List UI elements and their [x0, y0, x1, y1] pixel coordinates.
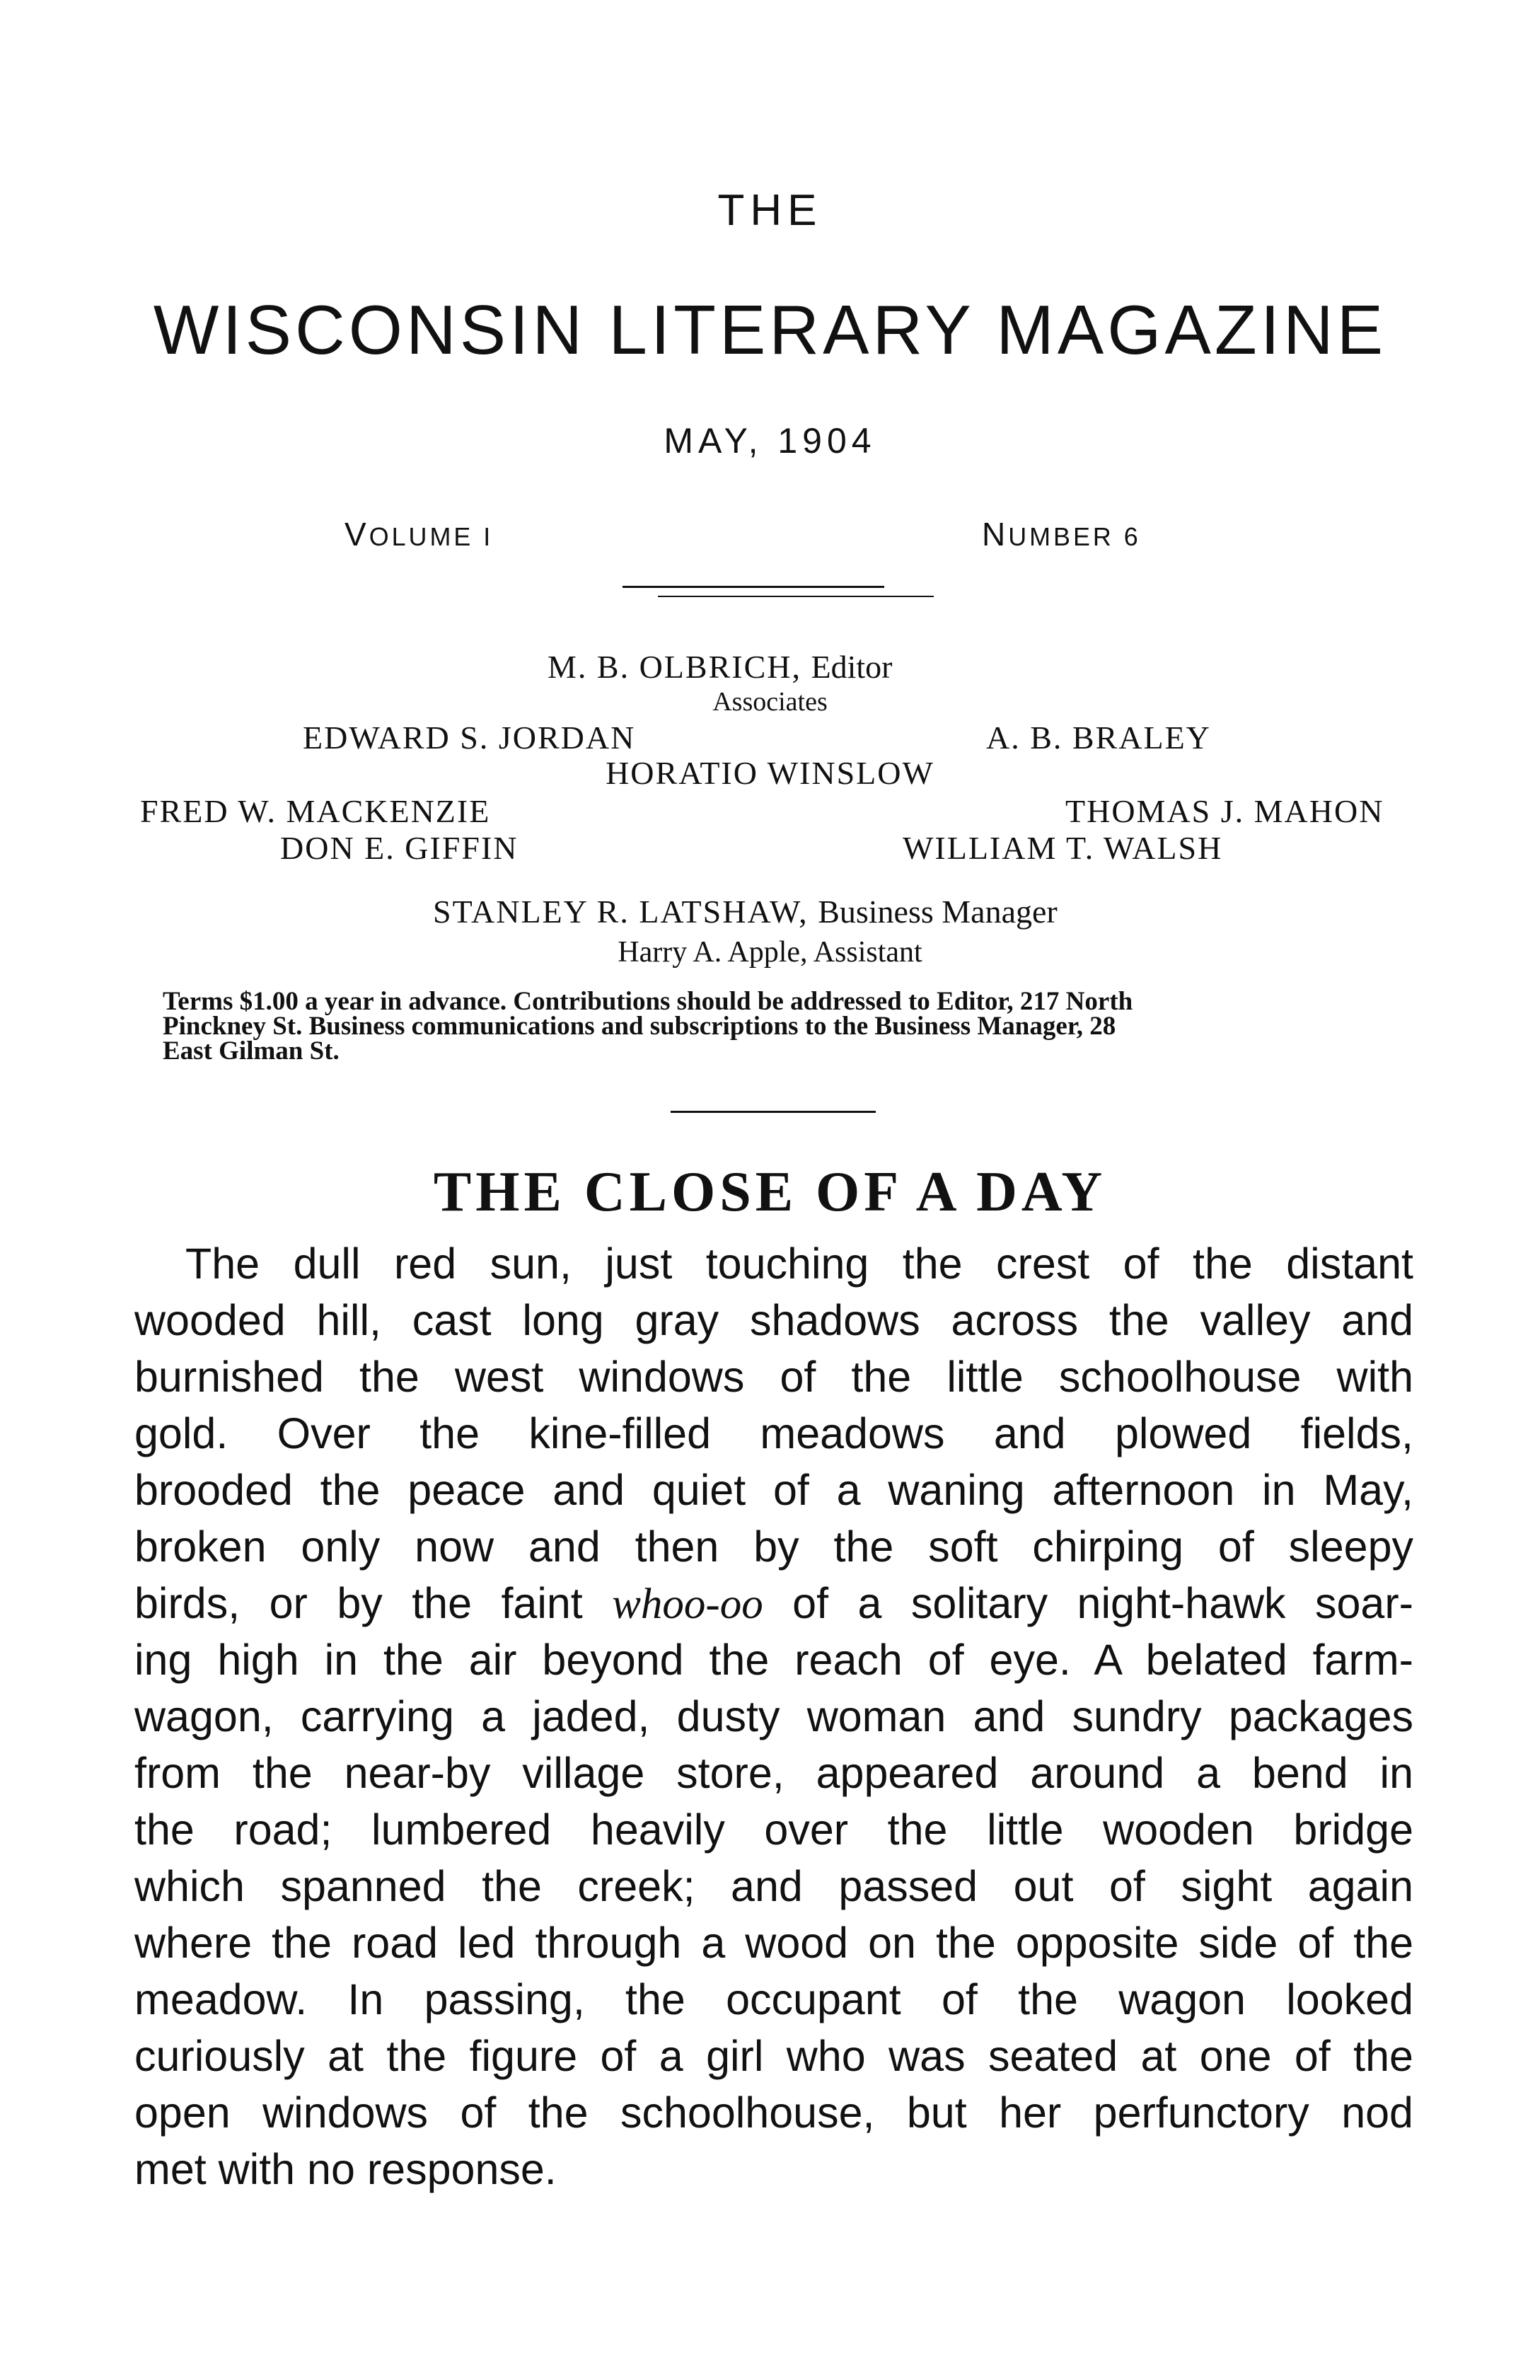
paragraph-text: which spanned the creek; and passed out of sight again	[134, 1862, 1413, 1910]
editor-line	[548, 648, 892, 686]
terms-line: Terms $1.00 a year in advance. Contributions should be addressed to Editor, 217 North	[163, 987, 1133, 1016]
paragraph-text: open windows of the schoolhouse, but her perfunctory nod	[134, 2089, 1413, 2137]
paragraph-text: gold. Over the kine-filled meadows and plowed fields,	[134, 1409, 1413, 1457]
associate-winslow: HORATIO WINSLOW	[606, 755, 934, 791]
paragraph-text: met with no response.	[134, 2145, 557, 2193]
masthead-rule-top	[623, 586, 884, 588]
volume-label	[345, 515, 493, 553]
associates-label: Associates	[712, 687, 828, 717]
terms-line: Pinckney St. Business communications and subscriptions to the Business Manager, 28	[163, 1012, 1116, 1041]
associate-giffin: DON E. GIFFIN	[280, 830, 519, 866]
paragraph-text: meadow. In passing, the occupant of the wagon looked	[134, 1975, 1413, 2023]
editor-name: M. B. OLBRICH,	[548, 649, 801, 685]
magazine-title: WISCONSIN LITERARY MAGAZINE	[153, 291, 1387, 369]
paragraph-line	[134, 1518, 1413, 1575]
paragraph-text: wagon, carrying a jaded, dusty woman and sundry packages	[134, 1692, 1413, 1740]
paragraph-text: wooded hill, cast long gray shadows across the valley and	[134, 1296, 1413, 1344]
paragraph-line	[134, 1688, 1413, 1745]
business-manager-line	[433, 893, 1058, 930]
paragraph-line	[134, 1801, 1413, 1858]
masthead-the: THE	[717, 186, 823, 235]
paragraph-line	[134, 1631, 1413, 1688]
terms-rule	[671, 1111, 876, 1113]
paragraph-line	[134, 1292, 1413, 1348]
associate-braley: A. B. BRALEY	[986, 720, 1211, 756]
associate-walsh: WILLIAM T. WALSH	[903, 830, 1223, 866]
paragraph-text: of a solitary night-hawk soar-	[763, 1579, 1413, 1627]
paragraph-text: ing high in the air beyond the reach of eye. A belated farm-	[134, 1636, 1413, 1684]
subscription-terms	[163, 989, 1429, 1063]
number-initial: N	[982, 516, 1009, 553]
number-rest: UMBER 6	[1008, 523, 1141, 551]
paragraph-text: The dull red sun, just touching the crest of the distant	[185, 1240, 1413, 1288]
volume-initial: V	[345, 516, 369, 553]
paragraph-line	[134, 1575, 1413, 1633]
editor-role: Editor	[811, 649, 893, 685]
paragraph-line	[134, 2084, 1413, 2141]
article-title: THE CLOSE OF A DAY	[433, 1161, 1107, 1223]
paragraph-text: broken only now and then by the soft chirping of sleepy	[134, 1523, 1413, 1571]
paragraph-line	[134, 1858, 1413, 1914]
paragraph-line	[134, 1745, 1413, 1801]
paragraph-line-last	[134, 2141, 1413, 2197]
paragraph-line	[134, 1462, 1413, 1518]
number-label	[982, 515, 1141, 553]
associate-mahon: THOMAS J. MAHON	[1065, 793, 1384, 829]
paragraph-text: brooded the peace and quiet of a waning afternoon in May,	[134, 1466, 1413, 1514]
paragraph-line	[134, 1914, 1413, 1971]
terms-line: East Gilman St.	[163, 1036, 340, 1065]
issue-date: MAY, 1904	[664, 421, 876, 461]
italic-whoo-oo: whoo-oo	[612, 1581, 763, 1628]
paragraph-text: from the near-by village store, appeared around a bend in	[134, 1749, 1413, 1797]
associate-mackenzie: FRED W. MACKENZIE	[140, 793, 491, 829]
business-manager-role: Business Manager	[818, 894, 1058, 930]
paragraph-line	[134, 1348, 1413, 1405]
paragraph-text: curiously at the figure of a girl who was seated at one of the	[134, 2032, 1413, 2080]
business-manager-name: STANLEY R. LATSHAW,	[433, 894, 809, 930]
paragraph-text: where the road led through a wood on the opposite side of the	[134, 1919, 1413, 1967]
volume-rest: OLUME I	[369, 523, 494, 551]
paragraph-text: burnished the west windows of the little schoolhouse with	[134, 1353, 1413, 1401]
paragraph-line	[185, 1235, 1413, 1292]
paragraph-line	[134, 2028, 1413, 2084]
paragraph-text: the road; lumbered heavily over the little wooden bridge	[134, 1806, 1413, 1854]
associate-jordan: EDWARD S. JORDAN	[303, 720, 636, 756]
paragraph-line	[134, 1971, 1413, 2028]
assistant-line: Harry A. Apple, Assistant	[618, 936, 922, 969]
masthead-rule-bottom	[658, 596, 934, 597]
paragraph-line	[134, 1405, 1413, 1462]
paragraph-text: birds, or by the faint	[134, 1579, 613, 1627]
